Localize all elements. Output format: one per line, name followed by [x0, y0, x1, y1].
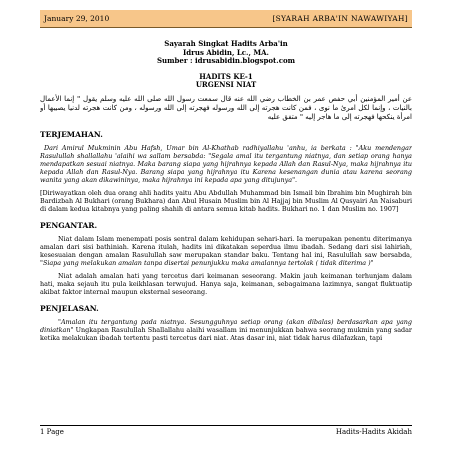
arabic-text: عن أمير المؤمنين أبي حفص عمر بن الخطاب رضي الله عنه قال سمعت رسول الله صلى الله عليه وسلم يقول " إنما الأعمال بالنيات ، وإنما لكل امرئ ما نوى ، فمن كانت هجرته إلى الله ورسوله فهجرته إلى الله ورسوله ، ومن كانت هجرته لدنيا يصيبها أو امرأة ينكحها فهجرته إلى ما هاجر إليه " متفق عليه — [40, 94, 412, 121]
penjelasan-paragraph — [40, 318, 412, 342]
pengantar-paragraph-2: Niat adalah amalan hati yang tercetus dari keimanan seseorang. Makin jauh keimanan terhunjam dalam hati, maka sejauh itu pula keikhlasan terwujud. Hanya saja, keimanan, sebagaimana lazimnya, sangat fluktuatip akibat faktor internal maupun eksternal seseorang. — [40, 271, 412, 296]
penjelasan-quote: "Amalan itu tergantung pada niatnya. Sesungguhnya setiap orang (akan dibalas) berdasarkan apa yang diniatkan" — [40, 317, 412, 334]
title-source: Sumber : idrusabidin.blogspot.com — [156, 56, 296, 65]
header-date: January 29, 2010 — [44, 14, 110, 23]
terjemahan-note: [Diriwayatkan oleh dua orang ahli hadits yaitu Abu Abdullah Muhammad bin Ismail bin Ibrahim bin Mughirah bin Bardizbah Al Bukhari (orang Bukhara) dan Abul Husain Muslim bin Al Hajjaj bin Muslim Al Qusyairi An Naisaburi di dalam kedua kitabnya yang paling shahih di antara semua kitab hadits. Bukhari no. 1 dan Muslim no. 1907] — [40, 188, 412, 213]
footer-title: Hadits-Hadits Akidah — [335, 428, 412, 436]
pengantar-paragraph-1 — [40, 235, 412, 267]
page-header — [40, 10, 412, 28]
title-block — [40, 40, 412, 90]
terjemahan-body: Dari Amirul Mukminin Abu Hafsh, Umar bin Al-Khathab radhiyallahu 'anhu, ia berkata : "Aku mendengar Rasulullah shallallahu 'alaihi wa sallam bersabda: "Segala amal itu tergantung niatnya, dan setiap orang hanya mendapatkan sesuai niatnya. Maka barang siapa yang hijrahnya kepada Allah dan Rasul-Nya, maka hijrahnya itu kepada Allah dan Rasul-Nya. Barang siapa yang hijrahnya itu Karena kesenangan dunia atau karena seorang wanita yang akan dikawininya, maka hijrahnya ini kepada apa yang ditujunya". — [40, 143, 412, 184]
page-content — [40, 40, 412, 416]
page-footer — [40, 425, 412, 436]
pengantar-p1-text: Niat dalam Islam menempati posis sentral dalam kehidupan sehari-hari. Ia merupakan penentu diterimanya amalan dari sisi bathiniah. Karena itulah, hadits ini dikatakan seperdua ilmu ibadah. Sedang dari sisi lahiriah, kesesuaian dengan amalan Rasulullah saw merupakan standar baku. Tentang hal ini, Rasulullah saw bersabda, — [40, 234, 412, 259]
pengantar-p1-quote: "Siapa yang melakukan amalan tanpa disertai penunjukku maka amalannya tertolak ( tidak diterima )" — [40, 258, 374, 267]
title-line-1: Sayarah Singkat Hadits Arba'in — [164, 40, 288, 48]
pengantar-heading: PENGANTAR. — [40, 220, 98, 230]
penjelasan-body: Ungkapan Rasulullah Shallallahu alaihi wasallam ini menunjukkan bahwa seorang mukmin yang sadar ketika melakukan ibadah tertentu pasti tercetus dari niat. Atas dasar ini, niat tidak harus dilafazkan, tapi — [40, 325, 412, 342]
hadits-number: HADITS KE-1 — [199, 71, 253, 81]
terjemahan-heading: TERJEMAHAN. — [40, 129, 103, 139]
title-author: Idrus Abidin, Lc., MA. — [183, 47, 269, 57]
header-title: [SYARAH ARBA'IN NAWAWIYAH] — [272, 14, 408, 23]
hadits-topic: URGENSI NIAT — [195, 80, 257, 89]
penjelasan-heading: PENJELASAN. — [40, 303, 99, 313]
footer-page: 1 Page — [40, 428, 64, 436]
